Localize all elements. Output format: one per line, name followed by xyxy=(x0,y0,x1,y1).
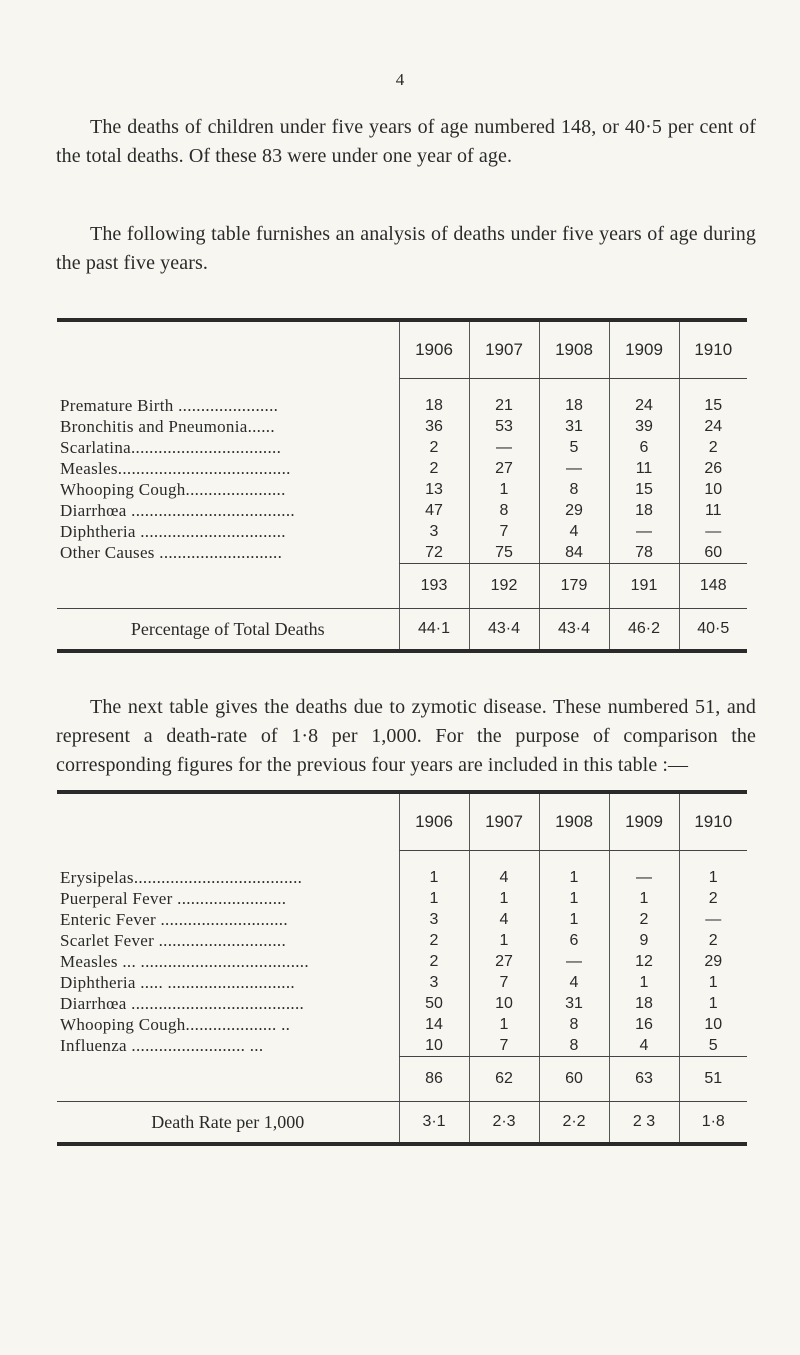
cell: 3 xyxy=(399,972,469,993)
cell: 2 xyxy=(399,437,469,458)
total-cell: 86 xyxy=(399,1057,469,1102)
cell: 36 xyxy=(399,416,469,437)
total-cell: 51 xyxy=(679,1057,747,1102)
total-cell: 60 xyxy=(539,1057,609,1102)
cell: 60 xyxy=(679,542,747,564)
cell: 15 xyxy=(609,479,679,500)
row-label: Measles ... ..................................... xyxy=(60,952,309,971)
year-header: 1910 xyxy=(679,794,747,851)
cell: 4 xyxy=(469,909,539,930)
table-row xyxy=(57,972,747,993)
year-header: 1906 xyxy=(399,794,469,851)
cell: 16 xyxy=(609,1014,679,1035)
cell: 29 xyxy=(539,500,609,521)
cell: 6 xyxy=(539,930,609,951)
table-row xyxy=(57,1035,747,1057)
cell: 47 xyxy=(399,500,469,521)
table-header-row xyxy=(57,322,747,379)
table-row xyxy=(57,521,747,542)
table-bottom-rule xyxy=(57,649,747,653)
cell: 5 xyxy=(539,437,609,458)
cell: 7 xyxy=(469,521,539,542)
cell: 4 xyxy=(469,851,539,889)
cell: 8 xyxy=(539,1035,609,1057)
cell: — xyxy=(469,437,539,458)
total-cell: 191 xyxy=(609,564,679,609)
table-row xyxy=(57,379,747,417)
under-five-deaths-table xyxy=(57,318,747,653)
cell: 10 xyxy=(679,479,747,500)
zymotic-deaths-table xyxy=(57,790,747,1146)
cell: 10 xyxy=(469,993,539,1014)
cell: 24 xyxy=(679,416,747,437)
row-label: Whooping Cough.................... .. xyxy=(60,1015,291,1034)
cell: 26 xyxy=(679,458,747,479)
row-label: Bronchitis and Pneumonia...... xyxy=(60,417,275,436)
cell: 7 xyxy=(469,1035,539,1057)
cell: 4 xyxy=(539,972,609,993)
row-label: Erysipelas..................................... xyxy=(60,867,303,887)
table-row xyxy=(57,500,747,521)
year-header: 1910 xyxy=(679,322,747,379)
row-label: Diphtheria ..... ............................ xyxy=(60,973,295,992)
cell: 1 xyxy=(679,972,747,993)
cell: 1 xyxy=(399,851,469,889)
total-cell: 192 xyxy=(469,564,539,609)
cell: 1 xyxy=(609,888,679,909)
cell: — xyxy=(539,951,609,972)
cell: 4 xyxy=(609,1035,679,1057)
table2-lead-paragraph xyxy=(56,693,756,780)
cell: 14 xyxy=(399,1014,469,1035)
death-rate-cell: 2 3 xyxy=(609,1102,679,1143)
year-header: 1907 xyxy=(469,322,539,379)
cell: 1 xyxy=(609,972,679,993)
percentage-cell: 46·2 xyxy=(609,609,679,650)
cell: 18 xyxy=(609,500,679,521)
percentage-cell: 44·1 xyxy=(399,609,469,650)
cell: 10 xyxy=(399,1035,469,1057)
death-rate-cell: 2·3 xyxy=(469,1102,539,1143)
cell: 27 xyxy=(469,951,539,972)
table-bottom-rule xyxy=(57,1142,747,1146)
cell: 3 xyxy=(399,521,469,542)
table-row xyxy=(57,437,747,458)
row-label: Other Causes ........................... xyxy=(60,543,283,563)
page-number: 4 xyxy=(395,70,405,89)
table-row xyxy=(57,479,747,500)
cell: — xyxy=(609,851,679,889)
total-cell: 63 xyxy=(609,1057,679,1102)
cell: 18 xyxy=(399,379,469,417)
cell: 2 xyxy=(399,458,469,479)
cell: 50 xyxy=(399,993,469,1014)
cell: 72 xyxy=(399,542,469,564)
table1-lead-paragraph xyxy=(56,220,756,278)
cell: 84 xyxy=(539,542,609,564)
intro-paragraph xyxy=(56,113,756,171)
total-cell: 62 xyxy=(469,1057,539,1102)
cell: 31 xyxy=(539,993,609,1014)
table-row xyxy=(57,542,747,564)
cell: 9 xyxy=(609,930,679,951)
cell: 29 xyxy=(679,951,747,972)
cell: — xyxy=(539,458,609,479)
cell: 27 xyxy=(469,458,539,479)
cell: 39 xyxy=(609,416,679,437)
row-label: Whooping Cough...................... xyxy=(60,480,286,499)
cell: 18 xyxy=(609,993,679,1014)
cell: 13 xyxy=(399,479,469,500)
row-label: Diarrhœa ...................................... xyxy=(60,994,305,1013)
cell: 1 xyxy=(399,888,469,909)
cell: — xyxy=(609,521,679,542)
cell: 1 xyxy=(469,1014,539,1035)
death-rate-cell: 2·2 xyxy=(539,1102,609,1143)
table-row xyxy=(57,909,747,930)
row-label: Scarlatina................................. xyxy=(60,438,282,457)
row-label: Enteric Fever ............................ xyxy=(60,910,288,929)
table-row xyxy=(57,851,747,889)
cell: 1 xyxy=(539,888,609,909)
cell: 2 xyxy=(399,951,469,972)
year-header: 1909 xyxy=(609,794,679,851)
cell: 24 xyxy=(609,379,679,417)
row-label: Diarrhœa .................................... xyxy=(60,501,295,520)
cell: 2 xyxy=(679,888,747,909)
year-header: 1909 xyxy=(609,322,679,379)
row-label: Scarlet Fever ............................ xyxy=(60,931,287,950)
table-row xyxy=(57,951,747,972)
row-label: Measles...................................... xyxy=(60,459,291,478)
cell: 3 xyxy=(399,909,469,930)
percentage-cell: 43·4 xyxy=(469,609,539,650)
cell: 31 xyxy=(539,416,609,437)
percentage-cell: 43·4 xyxy=(539,609,609,650)
cell: 1 xyxy=(679,993,747,1014)
cell: 11 xyxy=(609,458,679,479)
death-rate-cell: 1·8 xyxy=(679,1102,747,1143)
cell: — xyxy=(679,521,747,542)
cell: 6 xyxy=(609,437,679,458)
cell: 1 xyxy=(469,930,539,951)
table-row xyxy=(57,888,747,909)
table-row xyxy=(57,1014,747,1035)
cell: 4 xyxy=(539,521,609,542)
death-rate-cell: 3·1 xyxy=(399,1102,469,1143)
death-rate-label: Death Rate per 1,000 xyxy=(151,1111,305,1132)
cell: 10 xyxy=(679,1014,747,1035)
year-header: 1908 xyxy=(539,794,609,851)
row-label: Diphtheria ................................ xyxy=(60,522,286,541)
cell: 1 xyxy=(679,851,747,889)
cell: 18 xyxy=(539,379,609,417)
row-label: Puerperal Fever ........................ xyxy=(60,889,287,908)
cell: — xyxy=(679,909,747,930)
cell: 2 xyxy=(399,930,469,951)
cell: 8 xyxy=(469,500,539,521)
cell: 12 xyxy=(609,951,679,972)
year-header: 1907 xyxy=(469,794,539,851)
cell: 2 xyxy=(679,930,747,951)
table1-lead-text: The following table furnishes an analysis of deaths under five years of age during the past five years. xyxy=(56,223,756,274)
cell: 1 xyxy=(539,851,609,889)
total-cell: 193 xyxy=(399,564,469,609)
table-row xyxy=(57,930,747,951)
cell: 5 xyxy=(679,1035,747,1057)
total-cell: 179 xyxy=(539,564,609,609)
percentage-label: Percentage of Total Deaths xyxy=(130,618,325,639)
cell: 2 xyxy=(679,437,747,458)
cell: 1 xyxy=(539,909,609,930)
cell: 53 xyxy=(469,416,539,437)
cell: 11 xyxy=(679,500,747,521)
table-row xyxy=(57,993,747,1014)
table-header-row xyxy=(57,794,747,851)
cell: 78 xyxy=(609,542,679,564)
cell: 21 xyxy=(469,379,539,417)
percentage-row xyxy=(57,609,747,650)
total-cell: 148 xyxy=(679,564,747,609)
cell: 8 xyxy=(539,479,609,500)
year-header: 1906 xyxy=(399,322,469,379)
row-label: Influenza ......................... ... xyxy=(60,1036,264,1056)
percentage-cell: 40·5 xyxy=(679,609,747,650)
cell: 1 xyxy=(469,888,539,909)
year-header: 1908 xyxy=(539,322,609,379)
cell: 2 xyxy=(609,909,679,930)
death-rate-row xyxy=(57,1102,747,1143)
totals-row xyxy=(57,564,747,609)
cell: 8 xyxy=(539,1014,609,1035)
table-row xyxy=(57,458,747,479)
intro-text: The deaths of children under five years of age numbered 148, or 40·5 per cent of the total deaths. Of these 83 were under one year of age. xyxy=(56,116,756,167)
cell: 15 xyxy=(679,379,747,417)
table-row xyxy=(57,416,747,437)
cell: 1 xyxy=(469,479,539,500)
cell: 7 xyxy=(469,972,539,993)
row-label: Premature Birth ...................... xyxy=(60,395,279,415)
totals-row xyxy=(57,1057,747,1102)
table2-lead-text: The next table gives the deaths due to zymotic disease. These numbered 51, and represent a death-rate of 1·8 per 1,000. For the purpose of comparison the corresponding figures for the previous four years are included in this table :— xyxy=(56,696,756,776)
cell: 75 xyxy=(469,542,539,564)
